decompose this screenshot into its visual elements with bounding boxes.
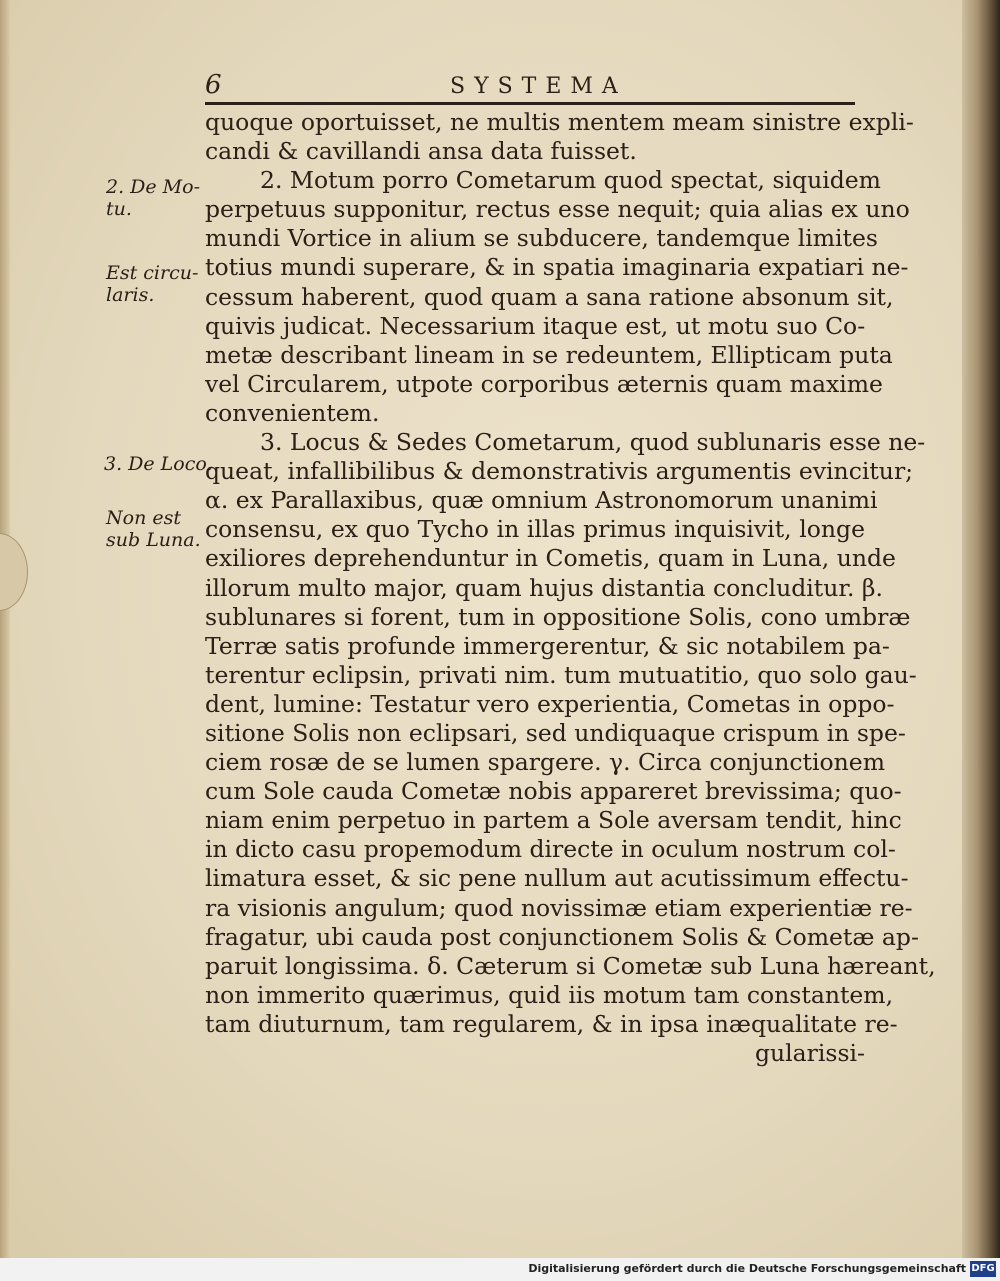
text-line: cessum haberent, quod quam a sana ratione absonum sit, <box>205 282 894 311</box>
text-line: quivis judicat. Necessarium itaque est, ut motu suo Co- <box>205 311 866 340</box>
funding-credit: Digitalisierung gefördert durch die Deutsche Forschungsgemeinschaft <box>528 1262 966 1275</box>
margin-note-de-motu <box>106 176 200 220</box>
running-head: SYSTEMA <box>450 74 627 99</box>
page-tab-mark <box>0 533 28 611</box>
margin-note-line: sub Luna. <box>106 529 201 551</box>
text-line: in dicto casu propemodum directe in oculum nostrum col- <box>205 835 896 864</box>
text-line: mundi Vortice in alium se subducere, tandemque limites <box>205 224 878 253</box>
book-binding <box>962 0 1000 1258</box>
text-line: totius mundi superare, & in spatia imaginaria expatiari ne- <box>205 253 909 282</box>
page-header <box>205 66 855 105</box>
margin-note-line: 3. De Loco. <box>104 453 213 475</box>
text-line: queat, infallibilibus & demonstrativis argumentis evincitur; <box>205 457 914 486</box>
margin-note-line: laris. <box>106 284 155 306</box>
text-line: limatura esset, & sic pene nullum aut acutissimum effectu- <box>205 864 909 893</box>
text-line: illorum multo major, quam hujus distantia concluditur. β. <box>205 573 883 602</box>
margin-note-de-loco <box>104 453 213 475</box>
text-line: 2. Motum porro Cometarum quod spectat, siquidem <box>260 166 881 195</box>
text-line: α. ex Parallaxibus, quæ omnium Astronomorum unanimi <box>205 486 878 515</box>
text-line: dent, lumine: Testatur vero experientia, Cometas in oppo- <box>205 689 895 718</box>
text-line: quoque oportuisset, ne multis mentem meam sinistre expli- <box>205 108 914 136</box>
dfg-logo-icon: DFG <box>970 1261 996 1277</box>
margin-note-non-est-sub-luna <box>106 507 201 551</box>
margin-note-line: 2. De Mo- <box>106 176 200 198</box>
text-line: metæ describant lineam in se redeuntem, Ellipticam puta <box>205 340 893 369</box>
text-line: cum Sole cauda Cometæ nobis appareret brevissima; quo- <box>205 777 902 806</box>
page-number: 6 <box>205 70 222 100</box>
text-line: terentur eclipsin, privati nim. tum mutuatitio, quo solo gau- <box>205 660 917 689</box>
text-line: perpetuus supponitur, rectus esse nequit; quia alias ex uno <box>205 195 910 224</box>
text-line: tam diuturnum, tam regularem, & in ipsa inæqualitate re- <box>205 1009 898 1038</box>
text-line: ciem rosæ de se lumen spargere. γ. Circa conjunctionem <box>205 748 885 777</box>
text-line: ra visionis angulum; quod novissimæ etiam experientiæ re- <box>205 893 913 922</box>
catchword: gularissi- <box>754 1039 865 1067</box>
body-text <box>205 108 936 1068</box>
margin-note-est-circularis <box>106 262 198 306</box>
text-line: exiliores deprehenduntur in Cometis, quam in Luna, unde <box>205 544 896 573</box>
text-line: convenientem. <box>205 398 380 427</box>
text-line: non immerito quærimus, quid iis motum tam constantem, <box>205 980 894 1009</box>
text-line: vel Circularem, utpote corporibus æternis quam maxime <box>205 369 883 398</box>
text-line: fragatur, ubi cauda post conjunctionem Solis & Cometæ ap- <box>205 922 919 951</box>
text-line: Terræ satis profunde immergerentur, & sic notabilem pa- <box>205 631 890 660</box>
text-line: candi & cavillandi ansa data fuisset. <box>205 137 637 166</box>
text-line: sublunares si forent, tum in oppositione Solis, cono umbræ <box>205 602 911 631</box>
digitization-footer <box>0 1258 1000 1281</box>
page-edge <box>0 0 10 1258</box>
text-line: 3. Locus & Sedes Cometarum, quod sublunaris esse ne- <box>260 428 926 457</box>
margin-note-line: Non est <box>106 507 181 529</box>
margin-note-line: Est circu- <box>106 262 199 284</box>
margin-note-line: tu. <box>106 198 132 220</box>
text-line: sitione Solis non eclipsari, sed undiquaque crispum in spe- <box>205 718 906 747</box>
text-line: consensu, ex quo Tycho in illas primus inquisivit, longe <box>205 515 865 544</box>
text-line: paruit longissima. δ. Cæterum si Cometæ sub Luna hæreant, <box>205 951 936 980</box>
text-line: niam enim perpetuo in partem a Sole aversam tendit, hinc <box>205 806 902 835</box>
